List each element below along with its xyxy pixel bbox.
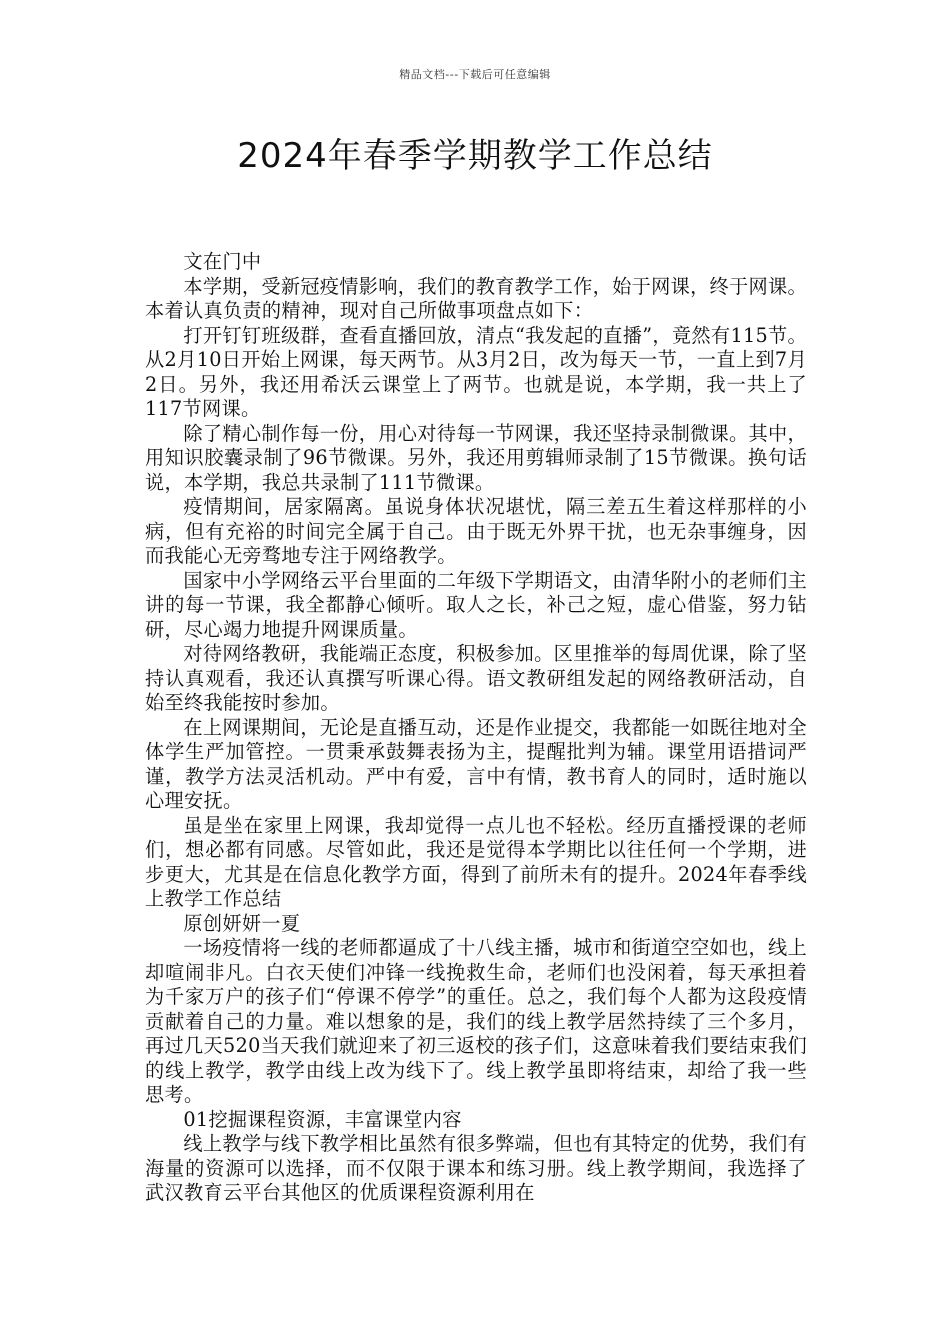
paragraph: 本学期，受新冠疫情影响，我们的教育教学工作，始于网课，终于网课。本着认真负责的精神，现对自己所做事项盘点如下： — [145, 274, 807, 322]
paragraph: 线上教学与线下教学相比虽然有很多弊端，但也有其特定的优势，我们有海量的资源可以选择，而不仅限于课本和练习册。线上教学期间，我选择了武汉教育云平台其他区的优质课程资源利用在 — [145, 1132, 807, 1204]
paragraph: 原创妍妍一夏 — [183, 911, 301, 935]
paragraph: 虽是坐在家里上网课，我却觉得一点儿也不轻松。经历直播授课的老师们，想必都有同感。尽管如此，我还是觉得本学期比以往任何一个学期，进步更大，尤其是在信息化教学方面，得到了前所未有的提升。2024年春季线上教学工作总结 — [145, 813, 807, 910]
paragraph: 一场疫情将一线的老师都逼成了十八线主播，城市和街道空空如也，线上却喧闹非凡。白衣天使们冲锋一线挽救生命，老师们也没闲着，每天承担着为千家万户的孩子们“停课不停学”的重任。总之，我们每个人都为这段疫情贡献着自己的力量。难以想象的是，我们的线上教学居然持续了三个多月，再过几天520当天我们就迎来了初三返校的孩子们，这意味着我们要结束我们的线上教学，教学由线上改为线下了。线上教学虽即将结束，却给了我一些思考。 — [145, 936, 807, 1106]
paragraph: 对待网络教研，我能端正态度，积极参加。区里推举的每周优课，除了坚持认真观看，我还认真撰写听课心得。语文教研组发起的网络教研活动，自始至终我能按时参加。 — [145, 642, 807, 714]
paragraph: 文在门中 — [183, 250, 262, 273]
paragraph: 在上网课期间，无论是直播互动，还是作业提交，我都能一如既往地对全体学生严加管控。一贯秉承鼓舞表扬为主，提醒批判为辅。课堂用语措词严谨，教学方法灵活机动。严中有爱，言中有情，教书育人的同时，适时施以心理安抚。 — [145, 715, 807, 812]
paragraph: 国家中小学网络云平台里面的二年级下学期语文，由清华附小的老师们主讲的每一节课，我全都静心倾听。取人之长，补己之短，虚心借鉴，努力钻研，尽心竭力地提升网课质量。 — [145, 568, 807, 641]
paragraph: 疫情期间，居家隔离。虽说身体状况堪忧，隔三差五生着这样那样的小病，但有充裕的时间完全属于自己。由于既无外界干扰，也无杂事缠身，因而我能心无旁骛地专注于网络教学。 — [145, 495, 807, 567]
paragraph: 打开钉钉班级群，查看直播回放，清点“我发起的直播”，竟然有115节。从2月10日开始上网课，每天两节。从3月2日，改为每天一节，一直上到7月2日。另外，我还用希沃云课堂上了两节。也就是说，本学期，我一共上了117节网课。 — [145, 323, 807, 420]
document-body — [145, 250, 807, 1206]
header-note: 精品文档---下载后可任意编辑 — [399, 68, 551, 81]
paragraph: 除了精心制作每一份，用心对待每一节网课，我还坚持录制微课。其中，用知识胶囊录制了96节微课。另外，我还用剪辑师录制了15节微课。换句话说，本学期，我总共录制了111节微课。 — [145, 421, 807, 494]
section-heading: 01挖掘课程资源，丰富课堂内容 — [183, 1107, 462, 1131]
document-title: 2024年春季学期教学工作总结 — [237, 136, 713, 176]
